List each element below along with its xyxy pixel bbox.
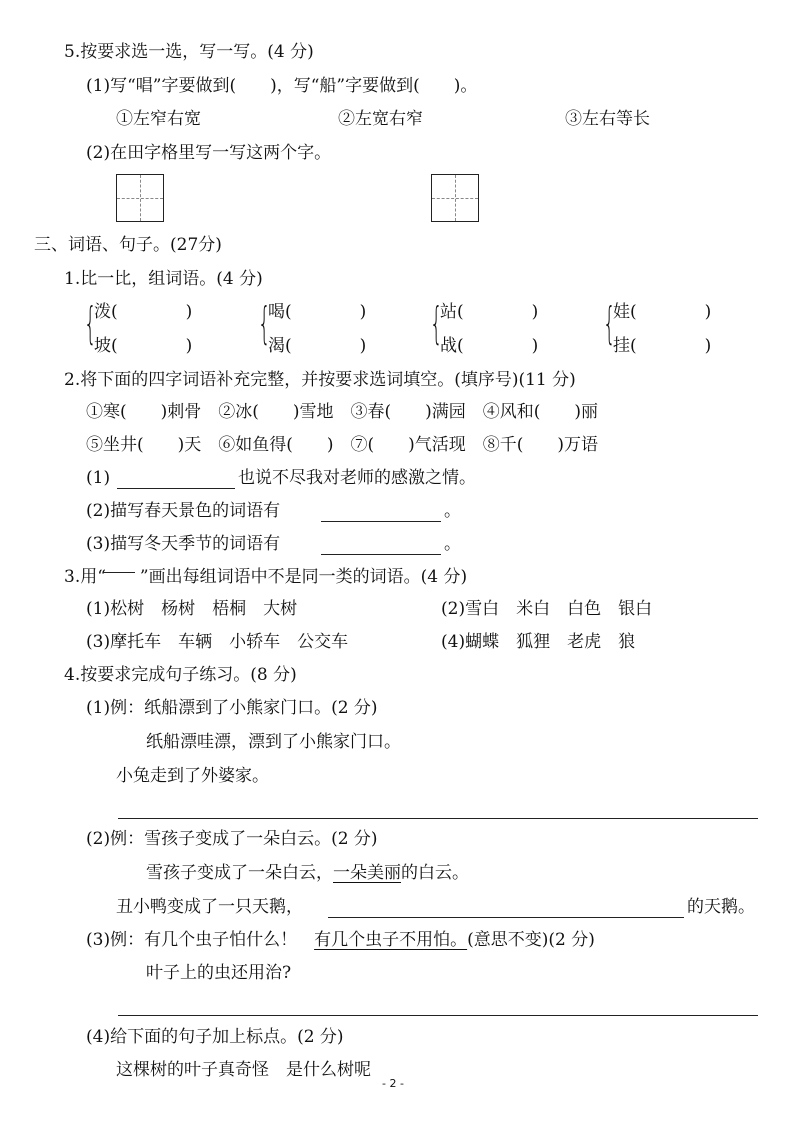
brace-2: { — [258, 298, 271, 349]
q2-title: 2.将下面的四字词语补充完整，并按要求选词填空。(填序号)(11 分) — [64, 370, 576, 390]
pair-4-bottom: 挂( ) — [613, 336, 712, 356]
example-3-underlined: 有几个虫子不用怕。 — [314, 930, 468, 950]
q2-s1-text: 也说不尽我对老师的感激之情。 — [238, 468, 476, 488]
q5-sub2: (2)在田字格里写一写这两个字。 — [86, 143, 332, 163]
q4-question-2-start: 丑小鸭变成了一只天鹅， — [116, 897, 303, 917]
pair-3-top: 站( ) — [440, 302, 539, 322]
q4-answer-line-3[interactable] — [118, 1015, 758, 1016]
pair-1-bottom: 坡( ) — [94, 336, 193, 356]
brace-4: { — [603, 298, 616, 349]
q3-underline-sample — [103, 572, 135, 573]
pair-2-bottom: 渴( ) — [268, 336, 367, 356]
q2-s3-text: (3)描写冬天季节的词语有 — [86, 534, 281, 554]
q4-example-3 — [86, 929, 595, 951]
q3-group-3: (3)摩托车 车辆 小轿车 公交车 — [86, 632, 349, 652]
example-3-start: (3)例：有几个虫子怕什么！ — [86, 930, 315, 950]
q4-question-1: 小兔走到了外婆家。 — [116, 766, 269, 786]
q4-example-1-answer: 纸船漂哇漂，漂到了小熊家门口。 — [146, 732, 401, 752]
example-2-answer-end: 的白云。 — [401, 863, 469, 883]
tianzige-box-1[interactable] — [116, 174, 164, 222]
q3-title: 3.用“ ”画出每组词语中不是同一类的词语。(4 分) — [64, 567, 468, 587]
q1-title: 1.比一比，组词语。(4 分) — [64, 269, 263, 289]
q4-example-2-answer — [146, 862, 469, 884]
example-2-answer-underlined: 一朵美丽 — [333, 863, 401, 883]
q5-title: 5.按要求选一选，写一写。(4 分) — [64, 42, 314, 62]
q5-option-1: ①左窄右宽 — [116, 109, 201, 129]
tianzige-box-2[interactable] — [431, 174, 479, 222]
example-3-end: (意思不变)(2 分) — [467, 930, 595, 950]
q2-s2-blank[interactable] — [321, 521, 441, 522]
q4-title: 4.按要求完成句子练习。(8 分) — [64, 665, 297, 685]
q5-option-3: ③左右等长 — [565, 109, 650, 129]
q5-option-2: ②左宽右窄 — [338, 109, 423, 129]
q4-example-2: (2)例：雪孩子变成了一朵白云。(2 分) — [86, 829, 378, 849]
pair-1-top: 泼( ) — [94, 302, 193, 322]
q4-question-4: 这棵树的叶子真奇怪 是什么树呢 — [116, 1060, 371, 1080]
q4-example-1: (1)例：纸船漂到了小熊家门口。(2 分) — [86, 698, 378, 718]
q5-sub1: (1)写“唱”字要做到( )，写“船”字要做到( )。 — [86, 76, 478, 96]
q4-question-2-end: 的天鹅。 — [687, 897, 755, 917]
q2-s2-text: (2)描写春天景色的词语有 — [86, 501, 281, 521]
pair-4-top: 娃( ) — [613, 302, 712, 322]
pair-3-bottom: 战( ) — [440, 336, 539, 356]
q2-s3-end: 。 — [444, 534, 461, 554]
q3-group-1: (1)松树 杨树 梧桐 大树 — [86, 599, 298, 619]
q2-s1-prefix: (1) — [86, 468, 111, 488]
q2-s1-blank[interactable] — [117, 488, 235, 489]
q4-example-4: (4)给下面的句子加上标点。(2 分) — [86, 1027, 344, 1047]
q4-answer-blank-2[interactable] — [328, 917, 684, 918]
page-number: - 2 - — [382, 1077, 404, 1090]
q3-group-4: (4)蝴蝶 狐狸 老虎 狼 — [441, 632, 636, 652]
q2-idioms-row-1: ①寒( )刺骨 ②冰( )雪地 ③春( )满园 ④风和( )丽 — [86, 402, 599, 422]
q2-idioms-row-2: ⑤坐井( )天 ⑥如鱼得( ) ⑦( )气活现 ⑧千( )万语 — [86, 435, 599, 455]
example-2-answer-start: 雪孩子变成了一朵白云， — [146, 863, 333, 883]
q2-s3-blank[interactable] — [321, 554, 441, 555]
q4-answer-line-1[interactable] — [118, 818, 758, 819]
q2-s2-end: 。 — [444, 501, 461, 521]
section-3-title: 三、词语、句子。(27分) — [34, 235, 222, 255]
brace-3: { — [430, 298, 443, 349]
brace-1: { — [84, 298, 97, 349]
q4-question-3: 叶子上的虫还用治? — [146, 963, 292, 983]
q3-group-2: (2)雪白 米白 白色 银白 — [441, 599, 653, 619]
pair-2-top: 喝( ) — [268, 302, 367, 322]
